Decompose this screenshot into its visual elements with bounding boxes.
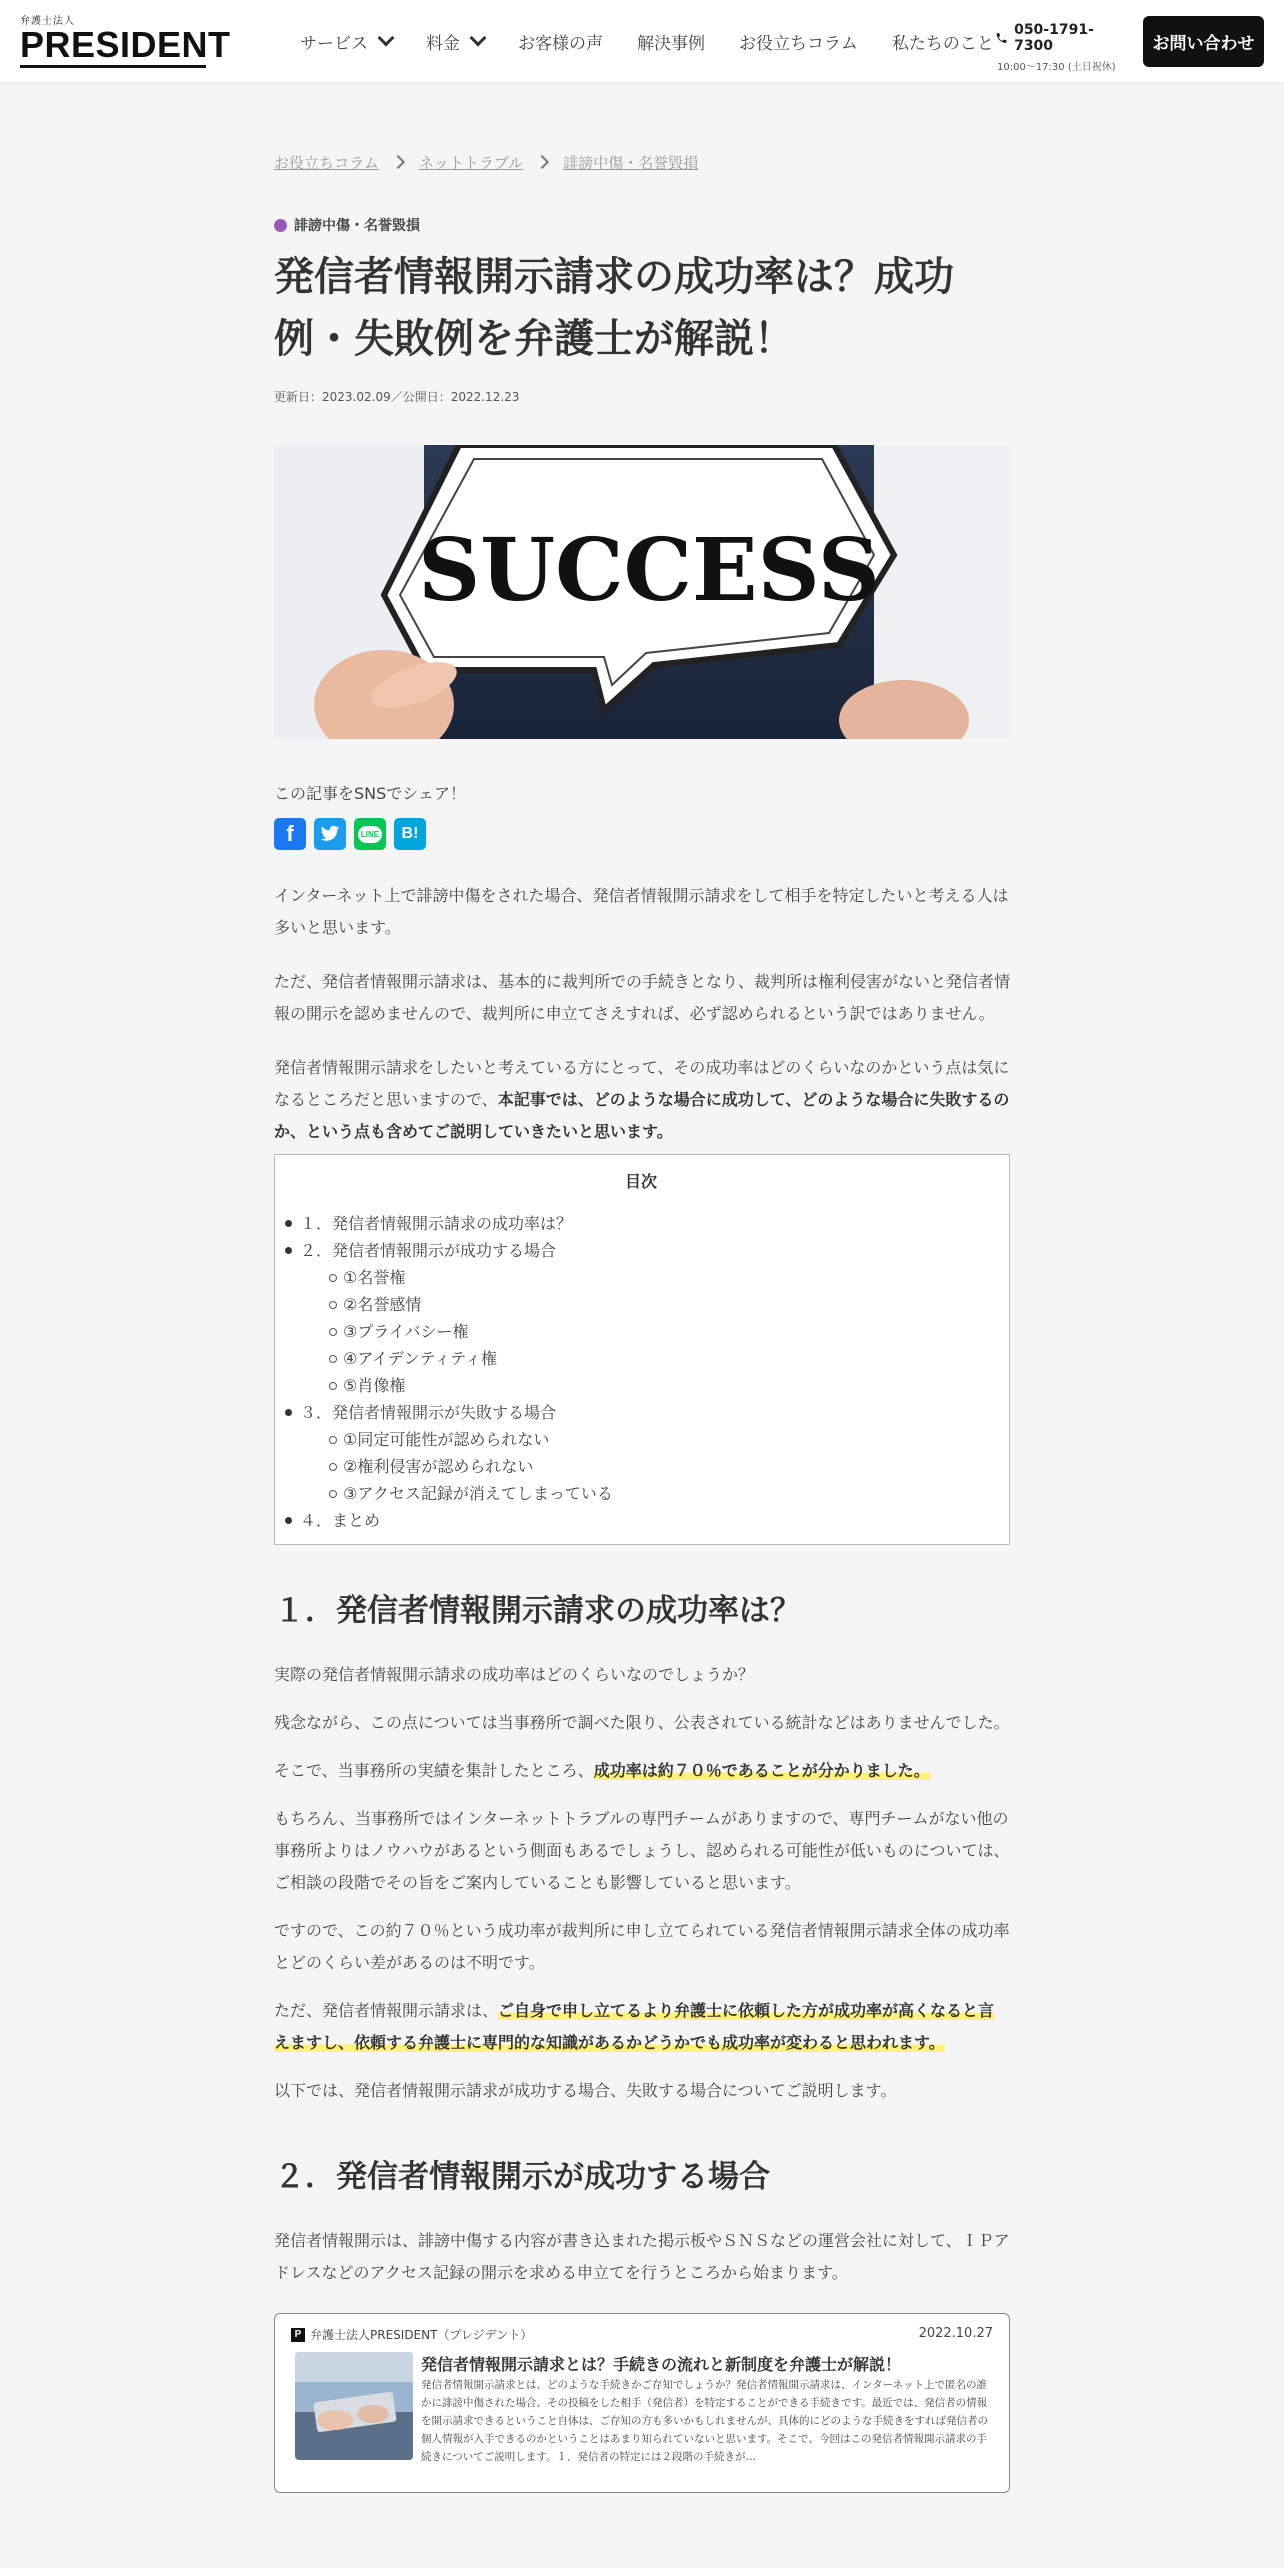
- article-dates: 更新日：2023.02.09／公開日：2022.12.23: [274, 390, 520, 404]
- nav-item-pricing[interactable]: [426, 29, 484, 54]
- toc-label: ４．まとめ: [300, 1511, 381, 1530]
- nav-label: サービス: [300, 33, 368, 54]
- twitter-bird-icon: [320, 825, 340, 843]
- hero-image: [274, 445, 1010, 739]
- chevron-right-icon: [535, 155, 549, 169]
- toc-label: ２．発信者情報開示が成功する場合: [300, 1241, 557, 1260]
- share-buttons: [274, 818, 1010, 850]
- phone-icon: [995, 31, 1008, 45]
- circle-bullet-icon: [329, 1355, 337, 1363]
- bullet-icon: [285, 1247, 292, 1254]
- section-1-paragraph: 以下では、発信者情報開示請求が成功する場合、失敗する場合についてご説明します。: [274, 2081, 897, 2100]
- main-nav: [300, 0, 1028, 82]
- toc-item[interactable]: [285, 1399, 997, 1426]
- laptop-typing-thumbnail: [295, 2352, 413, 2460]
- card-source: [291, 2326, 532, 2343]
- section-2-paragraph: 発信者情報開示は、誹謗中傷する内容が書き込まれた掲示板やＳＮＳなどの運営会社に対して、ＩＰアドレスなどのアクセス記録の開示を求める申立てを行うところから始まります。: [274, 2231, 1010, 2282]
- logo-text: PRESIDENT: [20, 24, 231, 65]
- circle-bullet-icon: [329, 1436, 337, 1444]
- card-source-name: 弁護士法人PRESIDENT（プレジデント）: [310, 2328, 533, 2342]
- toc-label: ②権利侵害が認められない: [343, 1457, 534, 1476]
- circle-bullet-icon: [329, 1328, 337, 1336]
- toc-label: ①名誉権: [343, 1268, 406, 1287]
- success-sign-illustration: [274, 445, 1010, 739]
- phone-contact[interactable]: [995, 22, 1125, 73]
- card-date: 2022.10.27: [918, 2326, 993, 2341]
- toc-label: ⑤肖像権: [343, 1376, 406, 1395]
- nav-item-services[interactable]: [300, 29, 392, 54]
- bullet-icon: [285, 1517, 292, 1524]
- highlight-text: ご自身で申し立てるより弁護士に依頼した方が成功率が高くなると言えますし、依頼する弁護士に専門的な知識があるかどうかでも成功率が変わると思われます。: [274, 2001, 995, 2052]
- phone-hours: 10:00〜17:30 (土日祝休): [997, 62, 1116, 73]
- p3-text: そこで、当事務所の実績を集計したところ、: [274, 1761, 594, 1780]
- section-1-paragraph: ですので、この約７０％という成功率が裁判所に申し立てられている発信者情報開示請求全体の成功率とどのくらい差があるのは不明です。: [274, 1921, 1010, 1972]
- toc-subitem[interactable]: [285, 1264, 997, 1291]
- nav-label: 私たちのこと: [891, 33, 994, 54]
- circle-bullet-icon: [329, 1490, 337, 1498]
- toc-label: ④アイデンティティ権: [343, 1349, 498, 1368]
- breadcrumb-item[interactable]: ネットトラブル: [418, 153, 524, 172]
- toc-title: 目次: [624, 1172, 657, 1191]
- toc-subitem[interactable]: [285, 1453, 997, 1480]
- line-share-icon[interactable]: [354, 818, 386, 850]
- logo-underline: [20, 65, 206, 68]
- intro-p3-bold: 本記事では、どのような場合に成功して、どのような場合に失敗するのか、という点も含めてご説明していきたいと思います。: [274, 1090, 1010, 1141]
- line-glyph: LINE: [358, 826, 382, 843]
- toc-item[interactable]: [285, 1507, 997, 1534]
- nav-label: お客様の声: [518, 33, 603, 54]
- card-excerpt: 発信者情報開示請求とは、どのような手続きかご存知でしょうか？発信者情報開示請求は、インターネット上で匿名の誰かに誹謗中傷された場合、その投稿をした相手（発信者）を特定することができる手続きです。最近では、発信者の情報を開示請求できるということ自体は、ご存知の方も多いかもしれませんが、具体的にどのような手続きをすれば発信者の個人情報が入手できるのかということはあまり知られていないと思います。そこで、今回はこの発信者情報開示請求の手続きについてご説明します。１．発信者の特定には２段階の手続きが…: [421, 2379, 988, 2463]
- section-1-heading: １．発信者情報開示請求の成功率は？: [274, 1593, 801, 1629]
- toc-list: [285, 1210, 997, 1534]
- hero-sign-text: SUCCESS: [418, 520, 880, 621]
- related-article-card[interactable]: [274, 2313, 1010, 2493]
- facebook-share-icon[interactable]: f: [274, 818, 306, 850]
- section-1-paragraph: 実際の発信者情報開示請求の成功率はどのくらいなのでしょうか？: [274, 1665, 755, 1684]
- toc-subitem[interactable]: [285, 1372, 997, 1399]
- contact-button[interactable]: お問い合わせ: [1143, 16, 1264, 67]
- twitter-share-icon[interactable]: [314, 818, 346, 850]
- section-1-paragraph: [274, 1755, 1010, 1787]
- chevron-right-icon: [391, 155, 405, 169]
- toc-subitem[interactable]: [285, 1291, 997, 1318]
- toc-label: ３．発信者情報開示が失敗する場合: [300, 1403, 557, 1422]
- section-1-paragraph: もちろん、当事務所ではインターネットトラブルの専門チームがありますので、専門チームがない他の事務所よりはノウハウがあるという側面もあるでしょうし、認められる可能性が低いものについては、ご相談の段階でその旨をご案内していることも影響していると思います。: [274, 1809, 1010, 1892]
- site-header: [0, 0, 1284, 82]
- logo-subtitle: 弁護士法人: [20, 16, 75, 27]
- breadcrumb: [274, 150, 1010, 174]
- bullet-icon: [285, 1409, 292, 1416]
- circle-bullet-icon: [329, 1382, 337, 1390]
- toc-label: ①同定可能性が認められない: [343, 1430, 550, 1449]
- circle-bullet-icon: [329, 1274, 337, 1282]
- intro-paragraph-2: ただ、発信者情報開示請求は、基本的に裁判所での手続きとなり、裁判所は権利侵害がないと発信者情報の開示を認めませんので、裁判所に申立てさえすれば、必ず認められるという訳ではありません。: [274, 972, 1011, 1023]
- highlight-text: 成功率は約７０％であることが分かりました。: [593, 1761, 930, 1780]
- circle-bullet-icon: [329, 1301, 337, 1309]
- category-label: 誹謗中傷・名誉毀損: [294, 218, 420, 234]
- card-title: 発信者情報開示請求とは？手続きの流れと新制度を弁護士が解説！: [421, 2355, 902, 2374]
- nav-item-column[interactable]: [739, 29, 858, 54]
- nav-item-cases[interactable]: [637, 29, 705, 54]
- toc-item[interactable]: [285, 1237, 997, 1264]
- nav-label: お役立ちコラム: [739, 33, 858, 54]
- share-label: この記事をSNSでシェア！: [274, 784, 466, 803]
- phone-number: 050-1791-7300: [1014, 22, 1094, 54]
- nav-item-about[interactable]: [892, 29, 994, 54]
- toc-label: ③アクセス記録が消えてしまっている: [343, 1484, 613, 1503]
- president-logo-icon: P: [291, 2328, 305, 2342]
- chevron-down-icon: [378, 30, 395, 47]
- article-content: [274, 150, 1010, 2493]
- table-of-contents: [274, 1154, 1010, 1545]
- circle-bullet-icon: [329, 1463, 337, 1471]
- category-dot-icon: [274, 219, 287, 232]
- nav-label: 解決事例: [637, 33, 705, 54]
- section-1-paragraph: 残念ながら、この点については当事務所で調べた限り、公表されている統計などはありませんでした。: [274, 1713, 1010, 1732]
- intro-paragraph-1: インターネット上で誹謗中傷をされた場合、発信者情報開示請求をして相手を特定したいと考える人は多いと思います。: [274, 886, 1009, 937]
- breadcrumb-item[interactable]: 誹謗中傷・名誉毀損: [563, 153, 699, 172]
- nav-item-voices[interactable]: [518, 29, 603, 54]
- toc-item[interactable]: [285, 1210, 997, 1237]
- hatena-share-icon[interactable]: B!: [394, 818, 426, 850]
- intro-paragraph-3: [274, 1052, 1010, 1148]
- section-2-heading: ２．発信者情報開示が成功する場合: [274, 2159, 770, 2195]
- chevron-down-icon: [470, 30, 487, 47]
- toc-label: １．発信者情報開示請求の成功率は？: [300, 1214, 573, 1233]
- nav-label: 料金: [426, 33, 460, 54]
- toc-subitem[interactable]: [285, 1426, 997, 1453]
- card-thumbnail: [295, 2352, 413, 2460]
- bullet-icon: [285, 1220, 292, 1227]
- article-title: 発信者情報開示請求の成功率は？成功例・失敗例を弁護士が解説！: [274, 254, 954, 362]
- toc-subitem[interactable]: [285, 1345, 997, 1372]
- toc-subitem[interactable]: [285, 1318, 997, 1345]
- toc-label: ③プライバシー権: [343, 1322, 469, 1341]
- toc-label: ②名誉感情: [343, 1295, 422, 1314]
- breadcrumb-item[interactable]: お役立ちコラム: [274, 153, 379, 172]
- section-1-paragraph: [274, 1995, 1010, 2059]
- site-logo[interactable]: [20, 12, 231, 68]
- p6-text: ただ、発信者情報開示請求は、: [274, 2001, 499, 2020]
- intro-p3-text: 発信者情報開示請求をしたいと考えている方にとって、その成功率はどのくらいなのかという点は気になるところだと思いますので、: [274, 1058, 1010, 1109]
- toc-subitem[interactable]: [285, 1480, 997, 1507]
- category-tag[interactable]: [274, 214, 1010, 236]
